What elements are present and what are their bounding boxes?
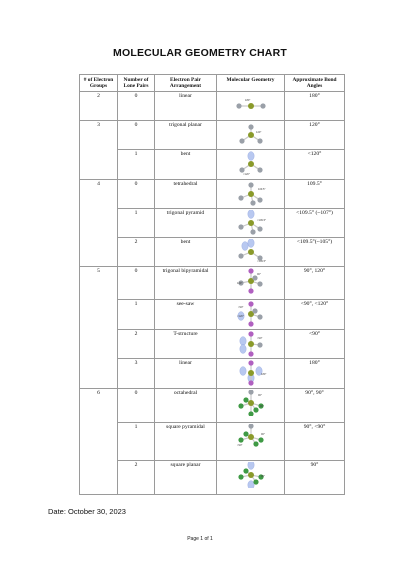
arrangement-cell: octahedral: [155, 389, 217, 423]
central-atom: [248, 191, 254, 197]
molecule-model: [223, 424, 279, 450]
bond-angle-label: <109.5°: [256, 260, 266, 264]
outer-atom: [248, 302, 253, 307]
geometry-cell: [217, 238, 285, 267]
bond-angles-cell: 180°: [285, 359, 345, 389]
header-geometry: Molecular Geometry: [217, 75, 285, 92]
arrangement-cell: T-structure: [155, 330, 217, 359]
outer-atom: [250, 230, 255, 235]
lone-pairs-cell: 2: [118, 238, 155, 267]
arrangement-cell: see-saw: [155, 300, 217, 330]
lone-pair: [239, 337, 245, 346]
bond-angle-label: 180°: [260, 373, 266, 377]
outer-atom: [248, 322, 253, 327]
outer-atom: [238, 475, 243, 480]
molecule-model: [223, 210, 279, 236]
bond-angles-cell: 90°, <90°: [285, 423, 345, 461]
table-row: [80, 238, 345, 267]
arrangement-cell: bent: [155, 150, 217, 180]
molecule-model: [223, 268, 279, 294]
molecule-model: [223, 462, 279, 488]
bond-angles-cell: 109.5°: [285, 180, 345, 209]
outer-atom: [257, 282, 262, 287]
bond-angle-label: <90°: [256, 337, 262, 341]
arrangement-cell: trigonal pyramid: [155, 209, 217, 238]
outer-atom: [236, 104, 241, 109]
molecule-model: [223, 390, 279, 416]
arrangement-cell: bent: [155, 238, 217, 267]
lone-pairs-cell: 1: [118, 423, 155, 461]
molecule-model: [223, 122, 279, 148]
geometry-cell: [217, 300, 285, 330]
lone-pair: [247, 462, 253, 469]
lone-pairs-cell: 0: [118, 121, 155, 150]
outer-atom: [238, 196, 243, 201]
table-row: [80, 150, 345, 180]
header-electron-groups: # of Electron Groups: [80, 75, 118, 92]
geometry-cell: [217, 121, 285, 150]
lone-pairs-cell: 3: [118, 359, 155, 389]
outer-atom: [248, 183, 253, 188]
outer-atom: [243, 432, 248, 437]
bond-angle-label: 180°: [244, 99, 250, 103]
lone-pairs-cell: 0: [118, 180, 155, 209]
document-date: Date: October 30, 2023: [48, 507, 126, 516]
table-row: [80, 300, 345, 330]
bond-angles-cell: 120°: [285, 121, 345, 150]
geometry-cell: [217, 180, 285, 209]
molecule-model: [223, 181, 279, 207]
central-atom: [248, 434, 254, 440]
molecule-model: [223, 151, 279, 177]
outer-atom: [258, 438, 263, 443]
table-row: [80, 330, 345, 359]
bond-angle-label: 109.5°: [257, 188, 266, 192]
bond-angle-label: 120°: [255, 131, 261, 135]
geometry-cell: [217, 209, 285, 238]
lone-pair: [239, 345, 245, 354]
outer-atom: [253, 480, 258, 485]
central-atom: [248, 132, 254, 138]
outer-atom: [248, 352, 253, 357]
bond-angles-cell: <109.5° (~107°): [285, 209, 345, 238]
electron-groups-cell: 4: [80, 180, 118, 267]
outer-atom: [238, 438, 243, 443]
bond-angles-cell: 90°, 90°: [285, 389, 345, 423]
geometry-cell: [217, 92, 285, 121]
electron-groups-cell: 5: [80, 267, 118, 389]
outer-atom: [248, 381, 253, 386]
central-atom: [248, 400, 254, 406]
outer-atom: [257, 198, 262, 203]
molecule-model: [223, 301, 279, 327]
table-row: [80, 461, 345, 495]
bond-angle-label: 90°: [260, 433, 265, 437]
bond-angle-label: 90°: [256, 273, 261, 277]
arrangement-cell: linear: [155, 359, 217, 389]
outer-atom: [248, 332, 253, 337]
outer-atom: [253, 442, 258, 447]
lone-pairs-cell: 1: [118, 209, 155, 238]
outer-atom: [250, 201, 255, 206]
page-title: MOLECULAR GEOMETRY CHART: [113, 47, 287, 59]
lone-pairs-cell: 2: [118, 330, 155, 359]
outer-atom: [238, 254, 243, 259]
central-atom: [248, 220, 254, 226]
outer-atom: [243, 398, 248, 403]
outer-atom: [248, 289, 253, 294]
lone-pair: [247, 210, 253, 218]
geometry-cell: [217, 330, 285, 359]
lone-pair: [239, 367, 245, 376]
central-atom: [248, 370, 254, 376]
bond-angle-label: 90°: [260, 475, 265, 479]
outer-atom: [238, 225, 243, 230]
arrangement-cell: linear: [155, 92, 217, 121]
outer-atom: [248, 424, 253, 429]
header-arrangement: Electron Pair Arrangement: [155, 75, 217, 92]
outer-atom: [238, 404, 243, 409]
lone-pairs-cell: 1: [118, 150, 155, 180]
outer-atom: [257, 315, 262, 320]
outer-atom: [257, 139, 262, 144]
outer-atom: [257, 343, 262, 348]
geometry-cell: [217, 461, 285, 495]
table-header-row: [80, 75, 345, 92]
arrangement-cell: square planar: [155, 461, 217, 495]
outer-atom: [248, 269, 253, 274]
arrangement-cell: trigonal planar: [155, 121, 217, 150]
central-atom: [248, 472, 254, 478]
electron-groups-cell: 6: [80, 389, 118, 495]
central-atom: [248, 103, 254, 109]
table-row: [80, 423, 345, 461]
table-row: [80, 359, 345, 389]
geometry-cell: [217, 150, 285, 180]
bond-angles-cell: <90°: [285, 330, 345, 359]
outer-atom: [248, 390, 253, 395]
bond-angle-label: <90°: [237, 306, 243, 310]
central-atom: [248, 161, 254, 167]
table-row: [80, 180, 345, 209]
outer-atom: [252, 309, 257, 314]
lone-pair: [247, 152, 253, 161]
lone-pair: [247, 481, 253, 488]
central-atom: [248, 341, 254, 347]
lone-pair: [241, 242, 247, 251]
outer-atom: [252, 276, 257, 281]
bond-angles-cell: <109.5°(~105°): [285, 238, 345, 267]
outer-atom: [248, 125, 253, 130]
geometry-table: [79, 74, 345, 495]
bond-angle-label: <120°: [236, 315, 244, 319]
lone-pairs-cell: 2: [118, 461, 155, 495]
outer-atom: [253, 408, 258, 413]
bond-angles-cell: <120°: [285, 150, 345, 180]
table-row: [80, 267, 345, 300]
outer-atom: [260, 104, 265, 109]
lone-pair: [247, 239, 253, 247]
table-row: [80, 209, 345, 238]
bond-angles-cell: 90°: [285, 461, 345, 495]
outer-atom: [243, 469, 248, 474]
outer-atom: [257, 227, 262, 232]
molecule-model: [223, 93, 279, 119]
bond-angle-label: 90°: [259, 405, 264, 409]
electron-groups-cell: 2: [80, 92, 118, 121]
bond-angles-cell: 180°: [285, 92, 345, 121]
lone-pairs-cell: 0: [118, 92, 155, 121]
outer-atom: [239, 139, 244, 144]
table-row: [80, 389, 345, 423]
geometry-cell: [217, 267, 285, 300]
bond-angle-label: 90°: [257, 394, 262, 398]
arrangement-cell: trigonal bipyramidal: [155, 267, 217, 300]
outer-atom: [239, 168, 244, 173]
bond-angle-label: <109.5°: [256, 219, 266, 223]
arrangement-cell: tetrahedral: [155, 180, 217, 209]
header-bond-angles: Approximate Bond Angles: [285, 75, 345, 92]
bond-angle-label: 120°: [236, 282, 242, 286]
outer-atom: [248, 412, 253, 417]
header-lone-pairs: Number of Lone Pairs: [118, 75, 155, 92]
table-row: [80, 121, 345, 150]
geometry-cell: [217, 389, 285, 423]
geometry-cell: [217, 423, 285, 461]
arrangement-cell: square pyramidal: [155, 423, 217, 461]
bond-angles-cell: <90°, <120°: [285, 300, 345, 330]
table-row: [80, 92, 345, 121]
lone-pairs-cell: 0: [118, 267, 155, 300]
lone-pairs-cell: 0: [118, 389, 155, 423]
bond-angle-label: <120°: [242, 173, 250, 177]
table-body: [80, 92, 345, 495]
electron-groups-cell: 3: [80, 121, 118, 180]
page-number: Page 1 of 1: [187, 536, 213, 542]
bond-angles-cell: 90°, 120°: [285, 267, 345, 300]
molecule-model: [223, 239, 279, 265]
bond-angle-label: <90°: [236, 444, 242, 448]
molecule-model: [223, 331, 279, 357]
lone-pairs-cell: 1: [118, 300, 155, 330]
geometry-cell: [217, 359, 285, 389]
outer-atom: [248, 361, 253, 366]
molecule-model: [223, 360, 279, 386]
outer-atom: [257, 168, 262, 173]
central-atom: [248, 249, 254, 255]
